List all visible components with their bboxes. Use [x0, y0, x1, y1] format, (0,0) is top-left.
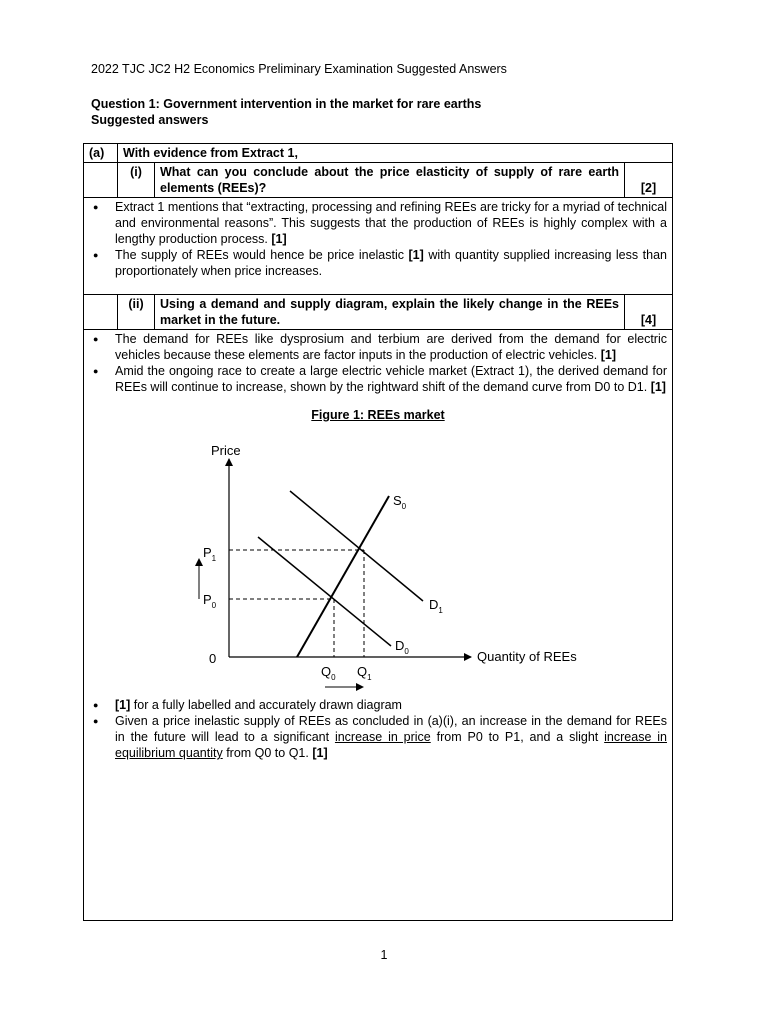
d1-label: $D_1$: [429, 597, 443, 615]
part-ii-marks: [4]: [625, 295, 673, 330]
y-axis-label: Price: [211, 443, 241, 458]
question-title: Question 1: Government intervention in the market for rare earths: [91, 97, 482, 111]
s0-label: $S_0$: [393, 493, 407, 511]
figure-title: Figure 1: REEs market: [311, 408, 445, 422]
origin-label: 0: [209, 651, 217, 666]
part-i-answer: [84, 198, 673, 295]
part-i-answer-1: ● Extract 1 mentions that “extracting, processing and refining REEs are tricky for a myriad of technical and environmental reasons”. This suggests that the production of REEs is highly complex with a lengthy production process. [1]: [115, 199, 667, 247]
part-ii-question: Using a demand and supply diagram, explain the likely change in the REEs market in the future.: [155, 295, 625, 330]
supply-demand-diagram: [89, 425, 666, 697]
part-i-label: (i): [118, 163, 155, 198]
answer-table: [83, 143, 673, 921]
part-i-answer-2: ● The supply of REEs would hence be price inelastic [1] with quantity supplied increasing less than proportionately when price increases.: [115, 247, 667, 279]
part-a-prompt: With evidence from Extract 1,: [118, 144, 673, 163]
part-a-label: (a): [84, 144, 118, 163]
demand-curve-d0: [258, 537, 391, 646]
d0-label: $D_0$: [395, 638, 409, 656]
q1-label: $Q_1$: [357, 664, 372, 682]
part-i-question: What can you conclude about the price elasticity of supply of rare earth elements (REEs)?: [155, 163, 625, 198]
part-a-row: [84, 144, 673, 163]
part-i-marks: [2]: [625, 163, 673, 198]
part-ii-answer-1: ● The demand for REEs like dysprosium and terbium are derived from the demand for electric vehicles because these elements are factor inputs in the production of electric vehicles. [1]: [115, 331, 667, 363]
part-i-row: [84, 163, 673, 198]
question-subtitle: Suggested answers: [91, 113, 209, 127]
part-ii-conclusion: ● Given a price inelastic supply of REEs as concluded in (a)(i), an increase in the demand for REEs in the future will lead to a significant increase in price from P0 to P1, and a slight increase in equilibrium quantity from Q0 to Q1. [1]: [115, 713, 667, 761]
page-number: 1: [380, 948, 388, 962]
part-ii-answer-row: [84, 330, 673, 921]
question-heading: [91, 96, 481, 128]
part-i-answer-row: [84, 198, 673, 295]
p1-label: $P_1$: [203, 545, 217, 563]
part-ii-answer-2: ● Amid the ongoing race to create a large electric vehicle market (Extract 1), the derived demand for REEs will continue to increase, shown by the rightward shift of the demand curve from D0 to D1. [1]: [115, 363, 667, 395]
q0-label: $Q_0$: [321, 664, 336, 682]
diagram-mark-note: ● [1] for a fully labelled and accurately drawn diagram: [115, 697, 667, 713]
page-header: 2022 TJC JC2 H2 Economics Preliminary Examination Suggested Answers: [91, 62, 507, 76]
p0-label: $P_0$: [203, 592, 217, 610]
x-axis-label: Quantity of REEs: [477, 649, 577, 664]
part-ii-spacer: [84, 295, 118, 330]
part-i-spacer: [84, 163, 118, 198]
part-ii-answer: [84, 330, 673, 921]
part-ii-label: (ii): [118, 295, 155, 330]
part-ii-row: [84, 295, 673, 330]
